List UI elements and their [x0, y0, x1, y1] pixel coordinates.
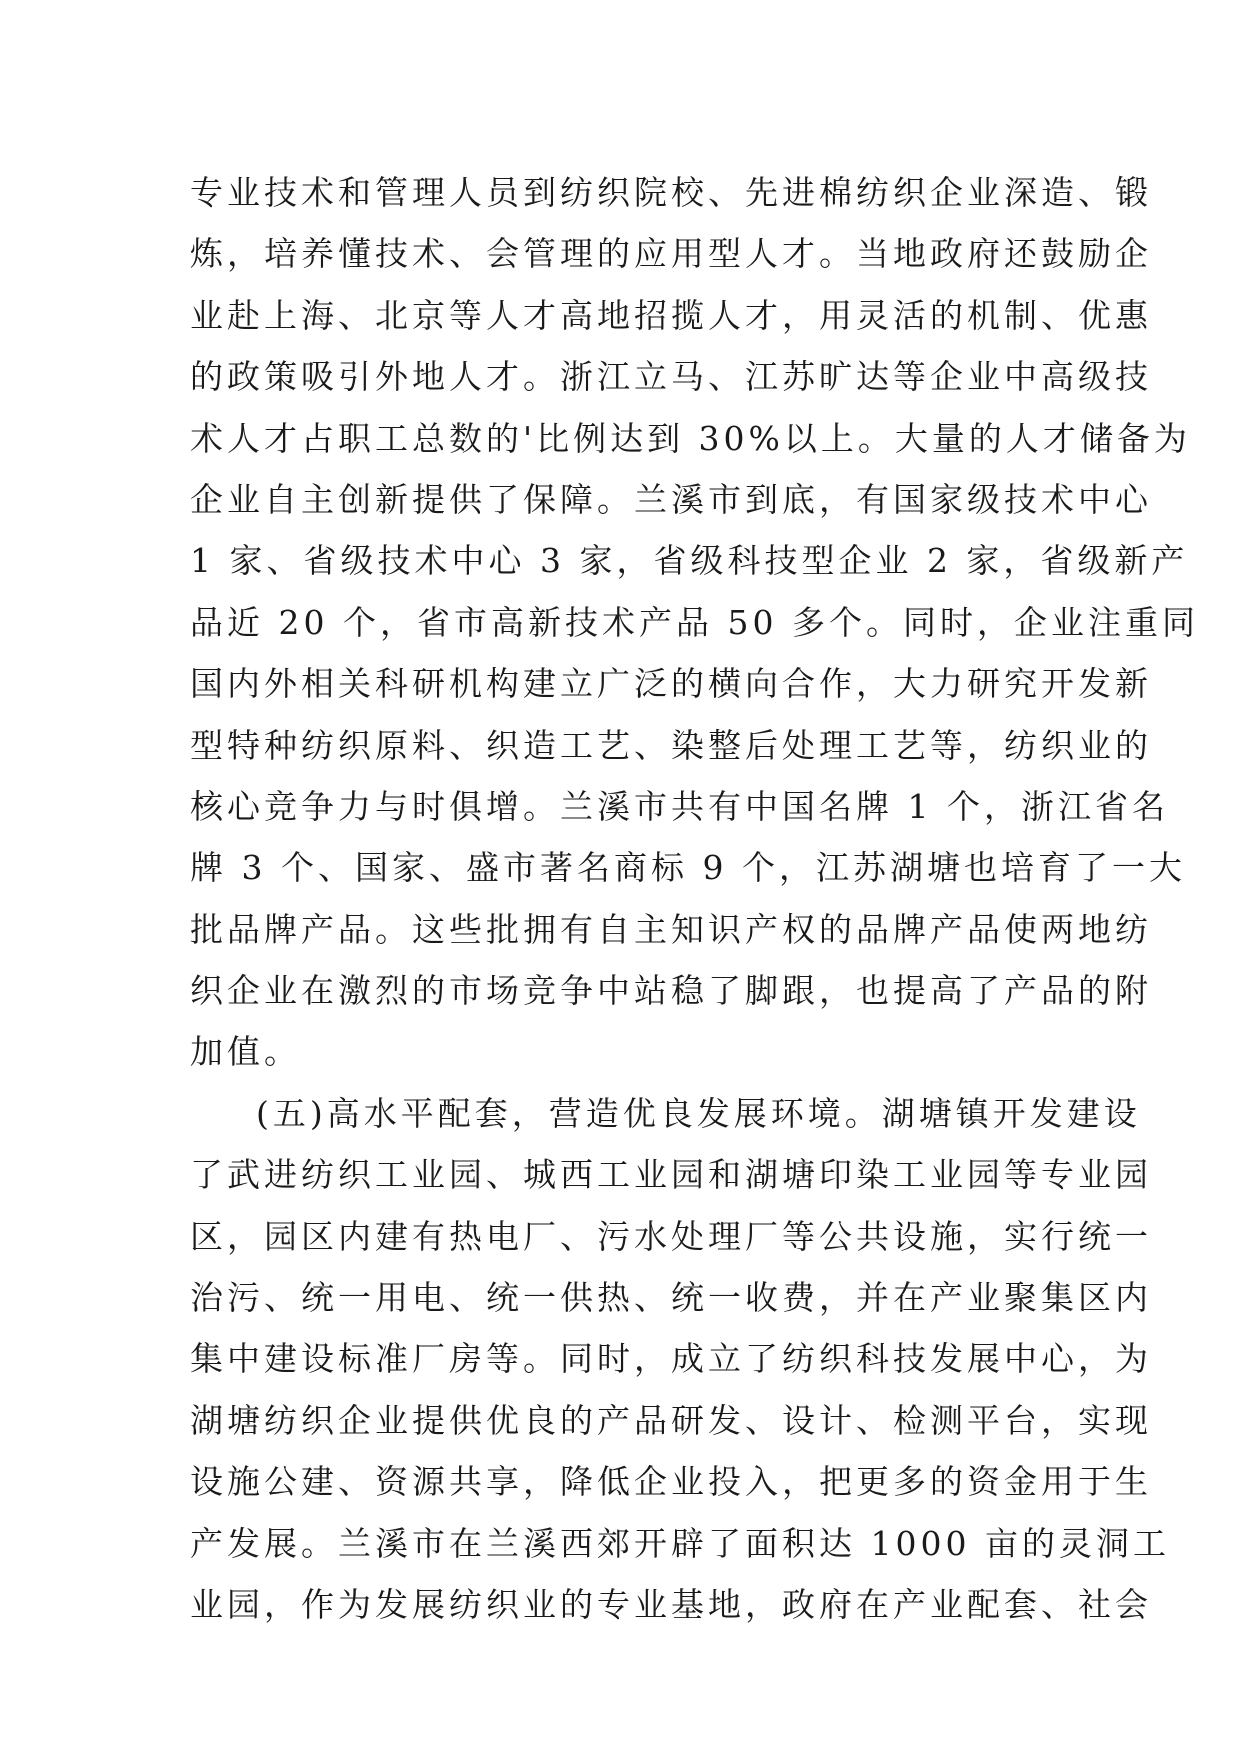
text-line: 专业技术和管理人员到纺织院校、先进棉纺织企业深造、锻 [190, 173, 1152, 212]
text-line: 牌 3 个、国家、盛市著名商标 9 个，江苏湖塘也培育了一大 [190, 848, 1186, 888]
text-line: 品近 20 个，省市高新技术产品 50 多个。同时，企业注重同 [190, 602, 1199, 642]
text-line: 产发展。兰溪市在兰溪西郊开辟了面积达 1000 亩的灵洞工 [190, 1523, 1170, 1563]
text-line: 集中建设标准厂房等。同时，成立了纺织科技发展中心，为 [190, 1339, 1152, 1379]
text-line: 设施公建、资源共享，降低企业投入，把更多的资金用于生 [190, 1462, 1152, 1502]
body-text [190, 162, 1199, 1635]
section-heading-line: (五)高水平配套，营造优良发展环境。湖塘镇开发建设 [256, 1093, 1141, 1133]
text-line: 业赴上海、北京等人才高地招揽人才，用灵活的机制、优惠 [190, 295, 1152, 335]
text-line: 企业自主创新提供了保障。兰溪市到底，有国家级技术中心 [190, 479, 1152, 519]
text-line: 了武进纺织工业园、城西工业园和湖塘印染工业园等专业园 [190, 1155, 1152, 1195]
text-line-paragraph-end: 加值。 [190, 1032, 301, 1072]
text-line: 治污、统一用电、统一供热、统一收费，并在产业聚集区内 [190, 1278, 1152, 1318]
text-line: 织企业在激烈的市场竞争中站稳了脚跟，也提高了产品的附 [190, 971, 1152, 1011]
text-line: 核心竞争力与时俱增。兰溪市共有中国名牌 1 个，浙江省名 [190, 786, 1169, 826]
text-line: 炼，培养懂技术、会管理的应用型人才。当地政府还鼓励企 [190, 234, 1152, 274]
text-line: 区，园区内建有热电厂、污水处理厂等公共设施，实行统一 [190, 1216, 1152, 1256]
text-line: 批品牌产品。这些批拥有自主知识产权的品牌产品使两地纺 [190, 909, 1152, 949]
text-line: 国内外相关科研机构建立广泛的横向合作，大力研究开发新 [190, 664, 1152, 704]
text-line: 的政策吸引外地人才。浙江立马、江苏旷达等企业中高级技 [190, 357, 1152, 397]
text-line: 湖塘纺织企业提供优良的产品研发、设计、检测平台，实现 [190, 1400, 1152, 1440]
text-line: 1 家、省级技术中心 3 家，省级科技型企业 2 家，省级新产 [190, 541, 1189, 581]
text-line: 术人才占职工总数的'比例达到 30%以上。大量的人才储备为 [190, 418, 1191, 458]
text-line: 业园，作为发展纺织业的专业基地，政府在产业配套、社会 [190, 1584, 1152, 1624]
text-line: 型特种纺织原料、织造工艺、染整后处理工艺等，纺织业的 [190, 725, 1152, 765]
